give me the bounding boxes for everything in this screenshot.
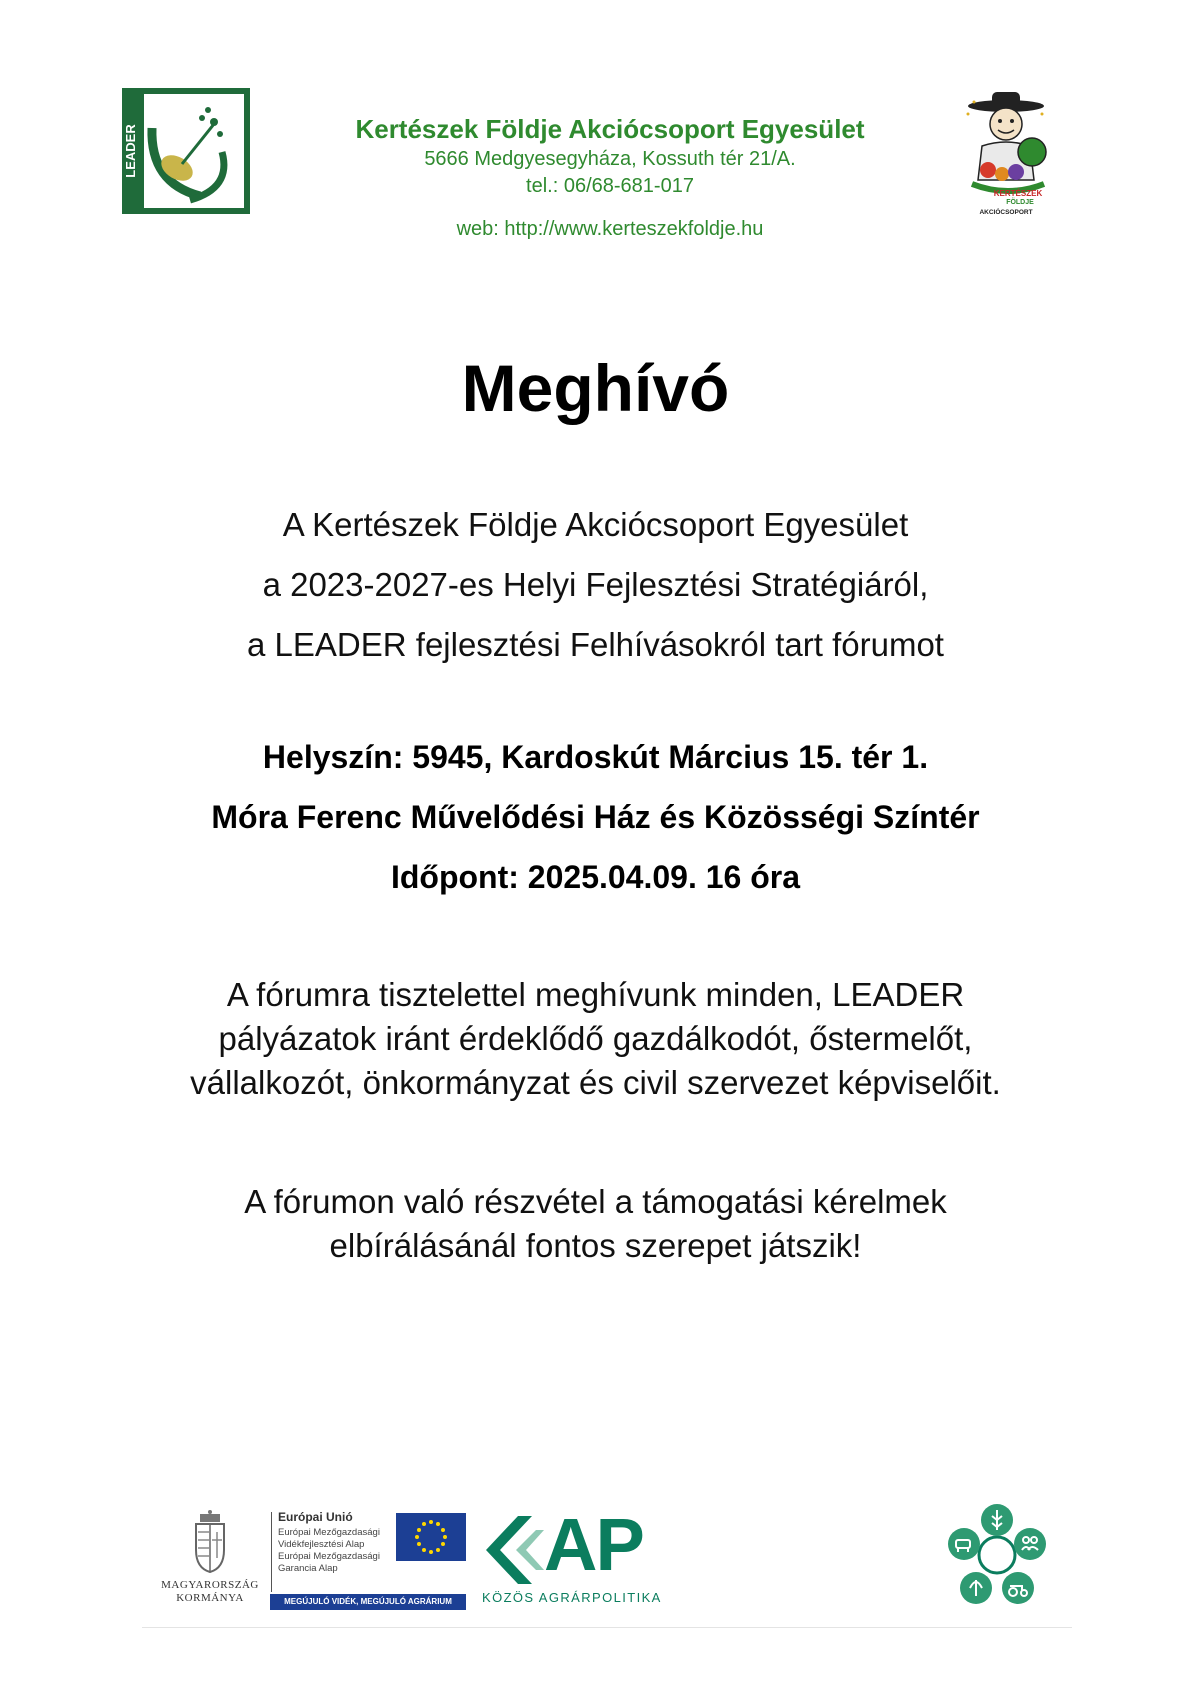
footer-divider — [142, 1627, 1072, 1628]
eu-divider — [271, 1512, 272, 1592]
invite-paragraph — [0, 973, 1191, 1105]
event-time: Időpont: 2025.04.09. 16 óra — [390, 859, 801, 895]
invite-line-3: vállalkozót, önkormányzat és civil szervezet képviselőit. — [190, 1064, 1001, 1101]
note-line-1: A fórumon való részvétel a támogatási kérelmek — [244, 1183, 947, 1220]
gov-line-2: KORMÁNYA — [176, 1592, 244, 1604]
page-title: Meghívó — [461, 351, 730, 425]
header-contact — [300, 112, 920, 243]
org-name: Kertészek Földje Akciócsoport Egyesület — [355, 114, 865, 144]
note-paragraph — [0, 1180, 1191, 1268]
people-icon — [1014, 1528, 1046, 1560]
kap-subtitle: KÖZÖS AGRÁRPOLITIKA — [482, 1590, 662, 1605]
note-line-2: elbírálásánál fontos szerepet játszik! — [329, 1227, 862, 1264]
eu-fund-list — [278, 1527, 398, 1575]
kf-logo-text-2: FÖLDJE — [1006, 199, 1034, 206]
gov-line-1: MAGYARORSZÁG — [161, 1579, 259, 1591]
eu-fund-1b: Vidékfejlesztési Alap — [278, 1539, 365, 1550]
agri-icons-logo — [942, 1500, 1052, 1610]
org-address: 5666 Medgyesegyháza, Kossuth tér 21/A. — [424, 148, 796, 170]
kap-chevron-icon — [478, 1510, 548, 1590]
hungarian-government-logo — [160, 1510, 260, 1610]
org-phone: tel.: 06/68-681-017 — [526, 175, 694, 197]
kf-logo-text-1: KERTÉSZEK — [993, 189, 1043, 198]
eu-fund-1: Európai Mezőgazdasági — [278, 1527, 380, 1538]
event-location: Helyszín: 5945, Kardoskút Március 15. tér 1. — [262, 739, 929, 775]
kap-logo — [478, 1503, 678, 1610]
invite-line-2: pályázatok iránt érdeklődő gazdálkodót, őstermelőt, — [218, 1020, 973, 1057]
kap-letters: AP — [544, 1503, 643, 1586]
eu-fund-2: Európai Mezőgazdasági — [278, 1551, 380, 1562]
event-venue: Móra Ferenc Művelődési Ház és Közösségi Színtér — [211, 799, 980, 835]
eu-title: Európai Unió — [278, 1510, 353, 1524]
eu-funding-logo — [270, 1510, 470, 1610]
eu-banner: MEGÚJULÓ VIDÉK, MEGÚJULÓ AGRÁRIUM — [270, 1594, 466, 1610]
intro-line-1: A Kertészek Földje Akciócsoport Egyesület — [282, 506, 909, 543]
coat-of-arms-icon — [190, 1510, 230, 1574]
cow-icon — [948, 1528, 980, 1560]
eu-fund-2b: Garancia Alap — [278, 1563, 338, 1574]
intro-paragraph — [0, 495, 1191, 675]
kerteszek-foldje-logo — [958, 88, 1058, 224]
leader-logo — [122, 88, 250, 214]
leader-logo-text: LEADER — [123, 124, 138, 178]
kf-logo-text-3: AKCIÓCSOPORT — [979, 209, 1033, 216]
intro-line-3: a LEADER fejlesztési Felhívásokról tart fórumot — [247, 626, 944, 663]
org-website-link[interactable]: web: http://www.kerteszekfoldje.hu — [456, 218, 764, 240]
eu-flag-icon — [396, 1513, 466, 1561]
intro-line-2: a 2023-2027-es Helyi Fejlesztési Stratégiáról, — [262, 566, 929, 603]
tractor-icon — [1002, 1572, 1034, 1604]
event-details — [0, 727, 1191, 907]
invite-line-1: A fórumra tisztelettel meghívunk minden, LEADER — [226, 976, 965, 1013]
